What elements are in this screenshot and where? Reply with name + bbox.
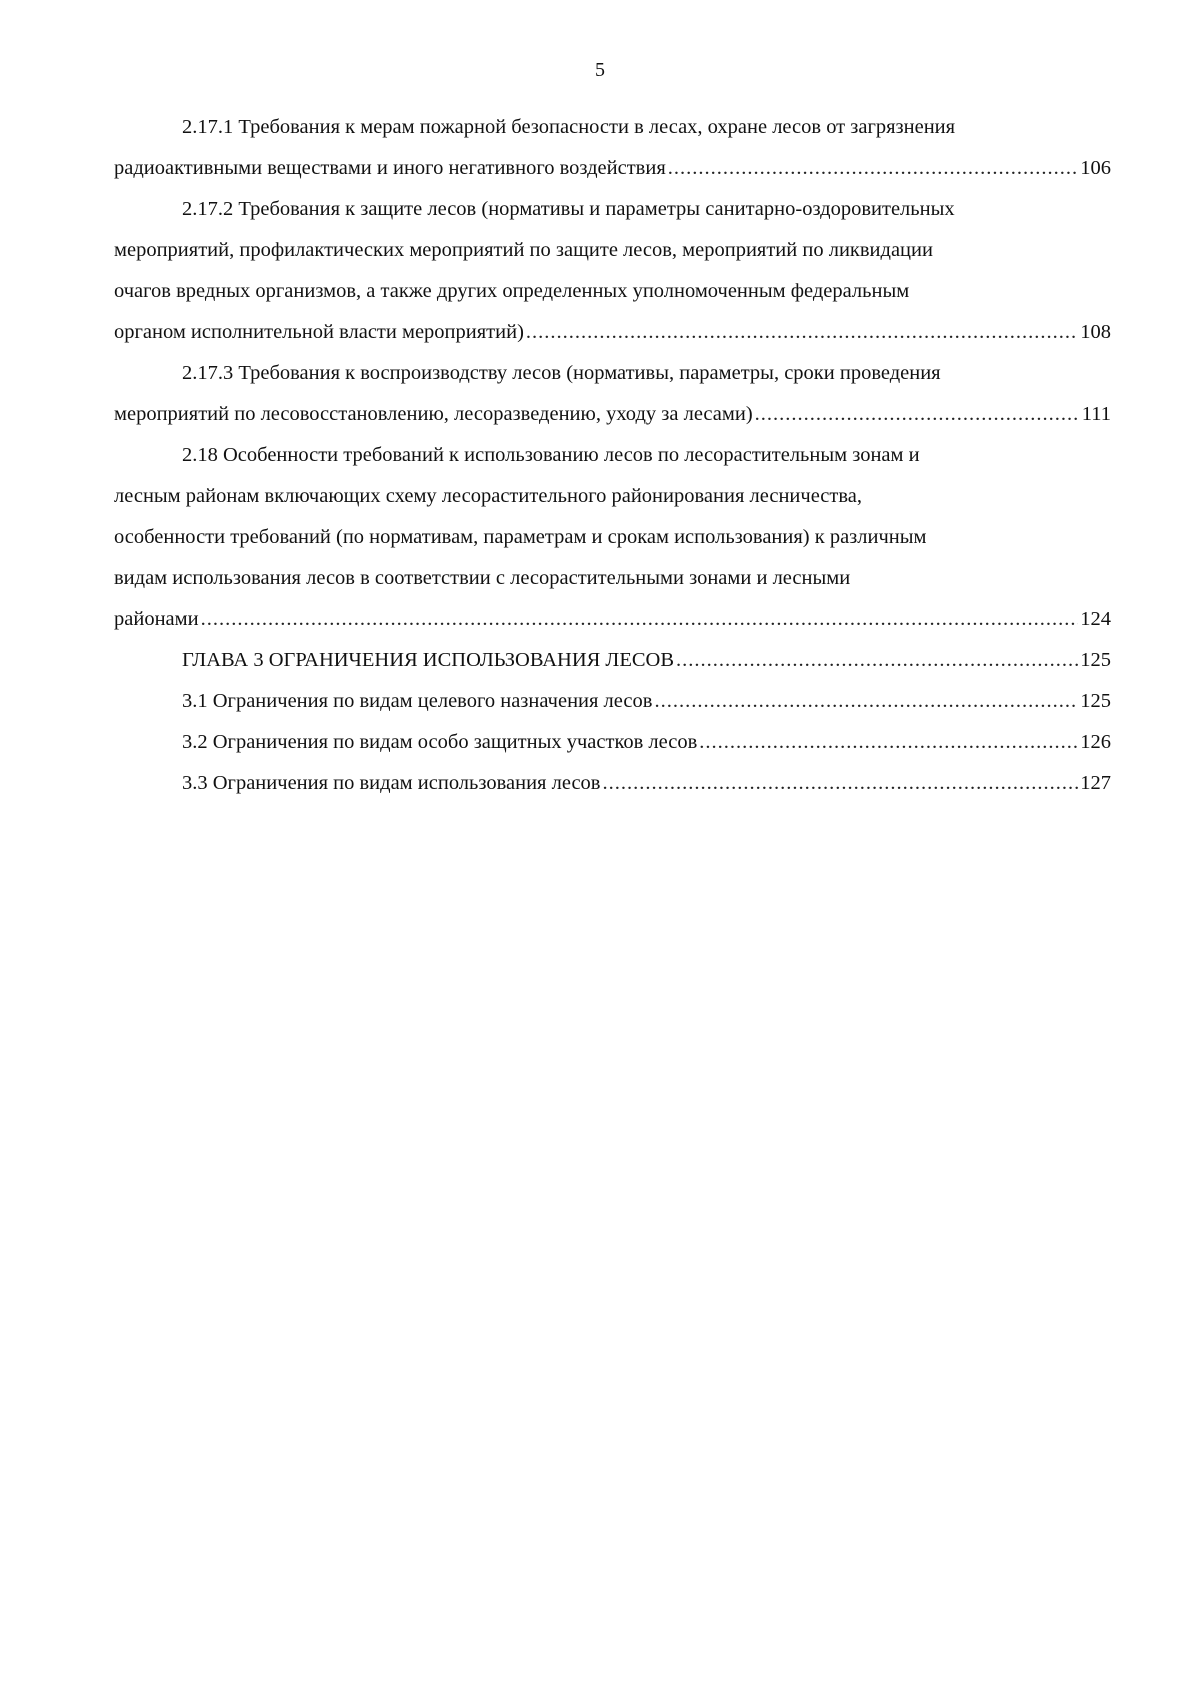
toc-page-number: 127 — [1080, 772, 1111, 794]
toc-entry-text: 2.18 Особенности требований к использованию лесов по лесорастительным зонам и — [182, 444, 920, 466]
toc-line — [114, 476, 1111, 517]
toc-entry-text: лесным районам включающих схему лесорастительного районирования лесничества, — [114, 485, 862, 507]
dot-leader — [526, 312, 1078, 353]
toc-line — [114, 640, 1111, 681]
toc-line — [114, 312, 1111, 353]
toc-page-number: 111 — [1081, 403, 1111, 425]
toc-line — [114, 599, 1111, 640]
toc-entry-text: 3.2 Ограничения по видам особо защитных участков лесов — [182, 731, 698, 753]
toc-entry[interactable] — [114, 722, 1111, 763]
toc-line — [114, 353, 1111, 394]
dot-leader — [676, 640, 1078, 681]
toc-line — [114, 722, 1111, 763]
toc-entry-text: радиоактивными веществами и иного негативного воздействия — [114, 157, 666, 179]
toc-entry-text: 2.17.2 Требования к защите лесов (нормативы и параметры санитарно-оздоровительных — [182, 198, 955, 220]
toc-line — [114, 763, 1111, 804]
dot-leader — [755, 394, 1080, 435]
dot-leader — [602, 763, 1078, 804]
toc-entry-text: видам использования лесов в соответствии с лесорастительными зонами и лесными — [114, 567, 851, 589]
toc-entry-text: 2.17.1 Требования к мерам пожарной безопасности в лесах, охране лесов от загрязнения — [182, 116, 956, 138]
toc-entry-text: районами — [114, 608, 199, 630]
toc-entry[interactable] — [114, 435, 1111, 640]
toc-entry[interactable] — [114, 107, 1111, 189]
toc-page-number: 124 — [1080, 608, 1111, 630]
toc-page-number: 125 — [1080, 649, 1111, 671]
toc-line — [114, 148, 1111, 189]
toc-line — [114, 517, 1111, 558]
toc-entry[interactable] — [114, 681, 1111, 722]
toc-page-number: 106 — [1080, 157, 1111, 179]
table-of-contents — [114, 107, 1111, 804]
toc-line — [114, 394, 1111, 435]
toc-line — [114, 681, 1111, 722]
toc-line — [114, 558, 1111, 599]
page-number: 5 — [595, 59, 605, 81]
toc-entry[interactable] — [114, 640, 1111, 681]
dot-leader — [654, 681, 1078, 722]
toc-line — [114, 230, 1111, 271]
toc-entry-text: ГЛАВА 3 ОГРАНИЧЕНИЯ ИСПОЛЬЗОВАНИЯ ЛЕСОВ — [182, 649, 675, 671]
toc-entry-text: 3.1 Ограничения по видам целевого назначения лесов — [182, 690, 653, 712]
dot-leader — [699, 722, 1078, 763]
toc-entry-text: особенности требований (по нормативам, параметрам и срокам использования) к различным — [114, 526, 927, 548]
toc-entry[interactable] — [114, 763, 1111, 804]
toc-page-number: 125 — [1080, 690, 1111, 712]
toc-entry-text: мероприятий по лесовосстановлению, лесоразведению, уходу за лесами) — [114, 403, 753, 425]
dot-leader — [668, 148, 1078, 189]
toc-page-number: 108 — [1080, 321, 1111, 343]
toc-entry[interactable] — [114, 353, 1111, 435]
toc-entry-text: мероприятий, профилактических мероприятий по защите лесов, мероприятий по ликвидации — [114, 239, 933, 261]
toc-page-number: 126 — [1080, 731, 1111, 753]
toc-entry-text: органом исполнительной власти мероприятий) — [114, 321, 524, 343]
toc-line — [114, 271, 1111, 312]
toc-entry-text: 2.17.3 Требования к воспроизводству лесов (нормативы, параметры, сроки проведения — [182, 362, 941, 384]
toc-line — [114, 435, 1111, 476]
dot-leader — [201, 599, 1079, 640]
toc-entry[interactable] — [114, 189, 1111, 353]
toc-entry-text: 3.3 Ограничения по видам использования лесов — [182, 772, 601, 794]
toc-line — [114, 189, 1111, 230]
toc-entry-text: очагов вредных организмов, а также других определенных уполномоченным федеральным — [114, 280, 910, 302]
toc-line — [114, 107, 1111, 148]
